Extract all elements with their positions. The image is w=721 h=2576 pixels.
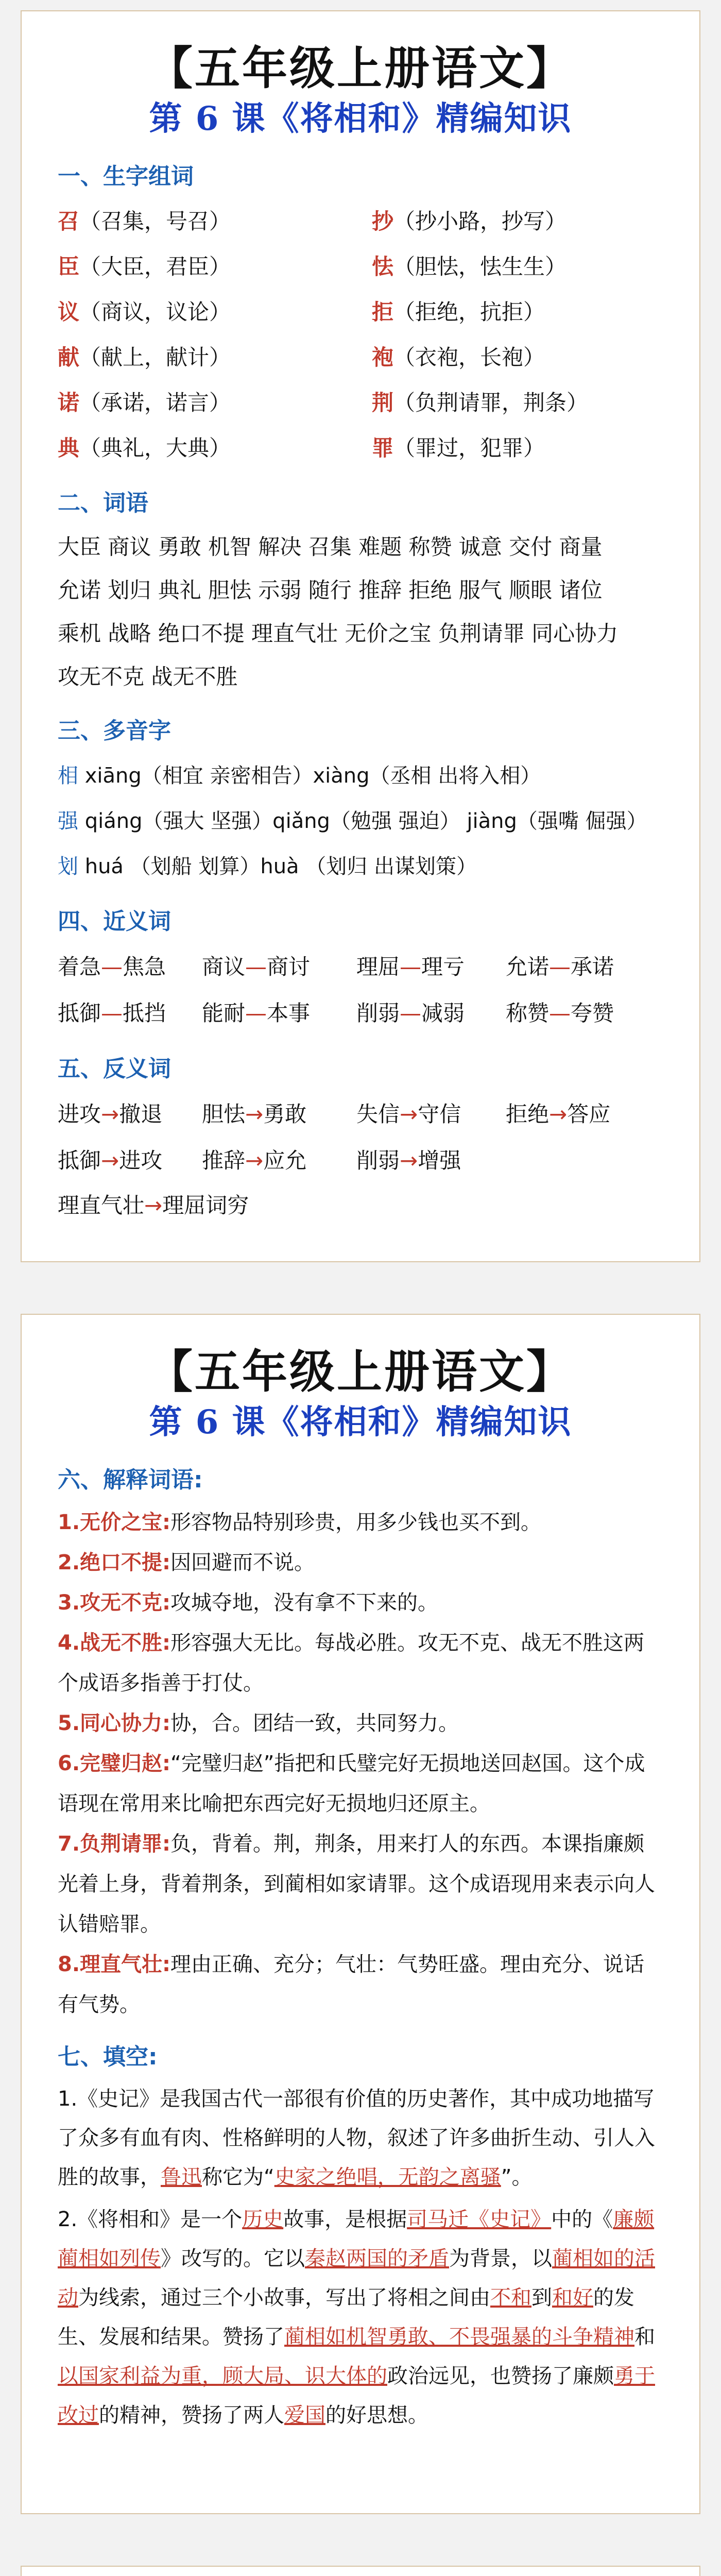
- synonym-pair: 商议—商讨: [202, 954, 311, 979]
- polyphone-line: 强 qiáng（强大 坚强）qiǎng（勉强 强迫） jiàng（强嘴 倔强）: [58, 809, 647, 833]
- char-item: 抄（抄小路，抄写）: [372, 208, 567, 234]
- char-item: 臣（大臣，君臣）: [58, 253, 231, 279]
- fill-item-1: 1.《史记》是我国古代一部很有价值的历史著作，其中成功地描写了众多有血有肉、性格鲜明的人物，叙述了许多曲折生动、引人入胜的故事，鲁迅称它为“史家之绝唱，无韵之离骚”。: [58, 2087, 655, 2189]
- definition-item: 4.战无不胜:形容强大无比。每战必胜。攻无不克、战无不胜这两个成语多指善于打仗。: [58, 1631, 645, 1695]
- char-item: 拒（拒绝，抗拒）: [372, 299, 545, 325]
- card-1: [21, 10, 700, 1262]
- synonym-pair: 允诺—承诺: [506, 954, 614, 979]
- antonym-pair: 胆怯→勇敢: [202, 1101, 307, 1127]
- polyphone-line: 划 huá （划船 划算）huà （划归 出谋划策）: [58, 854, 477, 878]
- char-item: 袍（衣袍，长袍）: [372, 344, 545, 370]
- synonym-pair: 着急—焦急: [58, 954, 166, 979]
- char-item: 怯（胆怯，怯生生）: [372, 253, 567, 279]
- page-subtitle: 第 6 课《将相和》精编知识: [149, 1403, 572, 1442]
- definition-item: 2.绝口不提:因回避而不说。: [58, 1550, 315, 1574]
- synonym-pair: 称赞—夸赞: [506, 1000, 614, 1026]
- synonym-pair: 抵御—抵挡: [58, 1000, 166, 1026]
- char-item: 诺（承诺，诺言）: [58, 389, 231, 415]
- antonym-pair: 失信→守信: [356, 1101, 461, 1127]
- definition-item: 1.无价之宝:形容物品特别珍贵，用多少钱也买不到。: [58, 1510, 542, 1534]
- synonym-pair: 削弱—减弱: [356, 1000, 465, 1026]
- antonym-pair: 进攻→撤退: [58, 1101, 163, 1127]
- antonym-pair: 理直气壮→理屈词穷: [58, 1192, 249, 1218]
- synonym-pair: 理屈—理亏: [356, 954, 465, 979]
- card-3: [21, 2566, 700, 2576]
- antonym-grid: [58, 1091, 663, 1184]
- char-item: 罪（罪过，犯罪）: [372, 435, 545, 461]
- definition-item: 3.攻无不克:攻城夺地，没有拿不下来的。: [58, 1590, 439, 1615]
- char-item: 典（典礼，大典）: [58, 435, 231, 461]
- word-line: 大臣 商议 勇敢 机智 解决 召集 难题 称赞 诚意 交付 商量: [58, 534, 603, 560]
- word-line: 攻无不克 战无不胜: [58, 664, 238, 689]
- synonym-pair: 能耐—本事: [202, 1000, 311, 1026]
- antonym-pair: 削弱→增强: [356, 1147, 461, 1173]
- antonym-pair: 抵御→进攻: [58, 1147, 163, 1173]
- definition-item: 5.同心协力:协，合。团结一致，共同努力。: [58, 1711, 459, 1735]
- section-heading: 一、生字组词: [58, 163, 194, 190]
- section-heading: 三、多音字: [58, 717, 171, 744]
- page-subtitle: 第 6 课《将相和》精编知识: [149, 99, 572, 139]
- synonym-grid: [58, 944, 663, 1037]
- definition-item: 7.负荆请罪:负，背着。荆，荆条，用来打人的东西。本课指廉颇光着上身，背着荆条，到蔺相如家请罪。这个成语现用来表示向人认错赔罪。: [58, 1832, 655, 1936]
- section-heading: 七、填空:: [58, 2043, 158, 2070]
- page-title: 【五年级上册语文】: [147, 1345, 574, 1398]
- card-2: [21, 1314, 700, 2514]
- section-heading: 四、近义词: [58, 908, 171, 935]
- section-heading: 二、词语: [58, 489, 148, 516]
- word-line: 乘机 战略 绝口不提 理直气壮 无价之宝 负荆请罪 同心协力: [58, 620, 619, 646]
- fill-item-2: 2.《将相和》是一个历史故事，是根据司马迁《史记》中的《廉颇蔺相如列传》改写的。它以秦赵两国的矛盾为背景，以蔺相如的活动为线索，通过三个小故事，写出了将相之间由不和到和好的发生、发展和结果。赞扬了蔺相如机智勇敢、不畏强暴的斗争精神和以国家利益为重，顾大局、识大体的政治远见，也赞扬了廉颇勇于改过的精神，赞扬了两人爱国的好思想。: [58, 2207, 655, 2427]
- char-item: 议（商议，议论）: [58, 299, 231, 325]
- antonym-pair: 推辞→应允: [202, 1147, 307, 1173]
- section-heading: 五、反义词: [58, 1055, 171, 1082]
- char-grid: [58, 199, 663, 471]
- section-heading: 六、解释词语:: [58, 1466, 203, 1493]
- word-line: 允诺 划归 典礼 胆怯 示弱 随行 推辞 拒绝 服气 顺眼 诸位: [58, 577, 603, 603]
- char-item: 献（献上，献计）: [58, 344, 231, 370]
- definition-item: 6.完璧归赵:“完璧归赵”指把和氏璧完好无损地送回赵国。这个成语现在常用来比喻把东西完好无损地归还原主。: [58, 1751, 645, 1816]
- char-item: 荆（负荆请罪，荆条）: [372, 389, 589, 415]
- definition-item: 8.理直气壮:理由正确、充分；气壮：气势旺盛。理由充分、说话有气势。: [58, 1952, 645, 2016]
- char-item: 召（召集，号召）: [58, 208, 231, 234]
- antonym-pair: 拒绝→答应: [506, 1101, 611, 1127]
- polyphone-line: 相 xiāng（相宜 亲密相告）xiàng（丞相 出将入相）: [58, 764, 541, 788]
- page-title: 【五年级上册语文】: [147, 41, 574, 95]
